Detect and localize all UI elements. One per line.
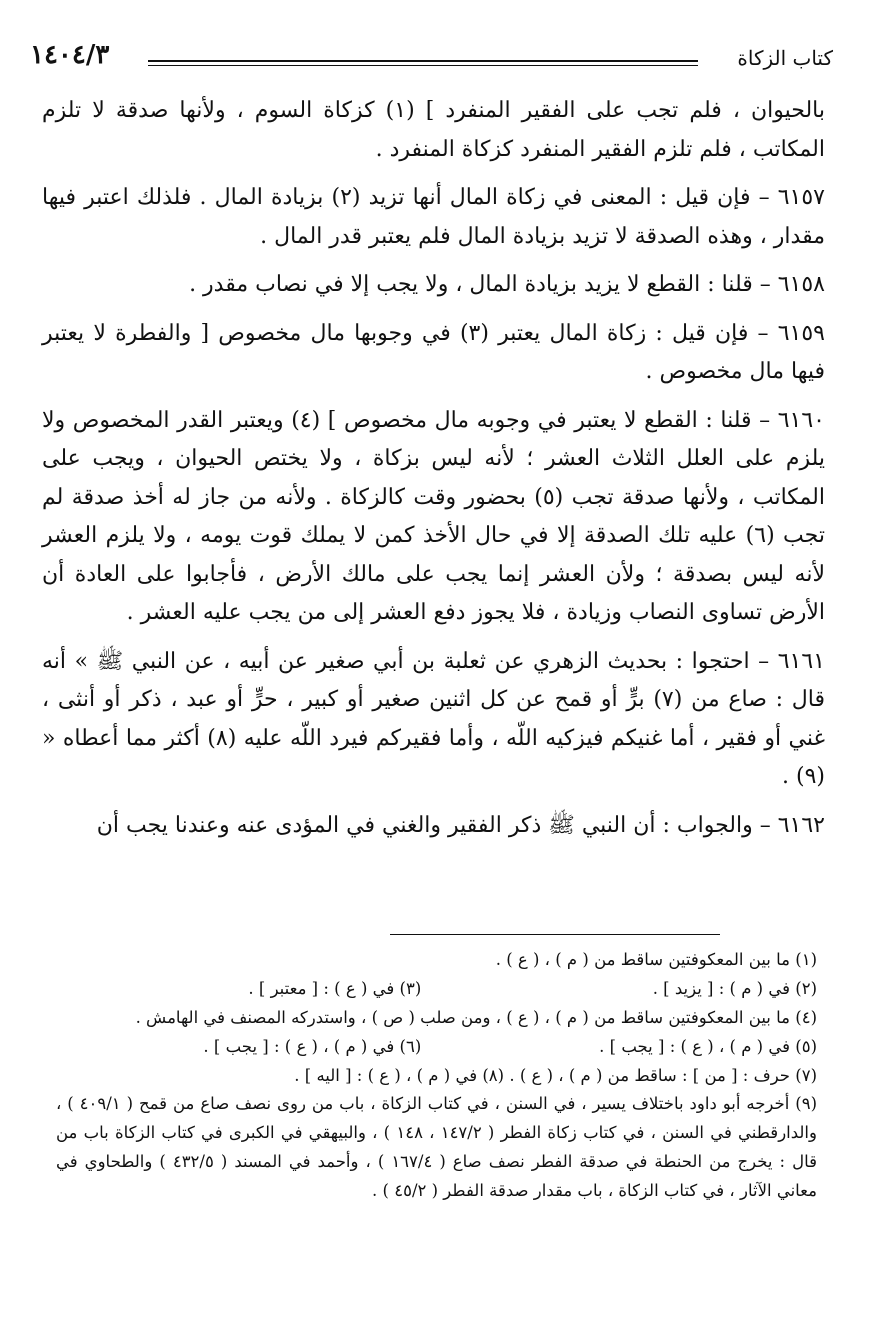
footnotes bbox=[56, 946, 817, 1206]
footnote-row bbox=[56, 975, 817, 1004]
paragraph: بالحيوان ، فلم تجب على الفقير المنفرد ] (١) كزكاة السوم ، ولأنها صدقة لا تلزم المكاتب ، فلم تلزم الفقير المنفرد كزكاة المنفرد . bbox=[42, 98, 825, 162]
footnote-separator bbox=[390, 934, 720, 935]
footnote-5: (٥) في ( م ) ، ( ع ) : [ يجب ] . bbox=[599, 1036, 817, 1056]
running-header bbox=[30, 38, 843, 80]
paragraph: ٦١٦٢ – والجواب : أن النبي ﷺ ذكر الفقير والغني في المؤدى عنه وعندنا يجب أن bbox=[96, 812, 825, 838]
footnote-6: (٦) في ( م ) ، ( ع ) : [ يجب ] . bbox=[203, 1036, 422, 1056]
footnote-4: (٤) ما بين المعكوفتين ساقط من ( م ) ، ( ع ) ، ومن صلب ( ص ) ، واستدركه المصنف في الهامش . bbox=[135, 1007, 817, 1027]
paragraph: ٦١٥٨ – قلنا : القطع لا يزيد بزيادة المال ، ولا يجب إلا في نصاب مقدر . bbox=[189, 272, 825, 297]
book-title: كتاب الزكاة bbox=[737, 46, 833, 70]
footnote-7-8: (٧) حرف : [ من ] : ساقط من ( م ) ، ( ع ) . (٨) في ( م ) ، ( ع ) : [ اليه ] . bbox=[294, 1065, 817, 1085]
page-number: ١٤٠٤/٣ bbox=[30, 40, 110, 70]
paragraph: ٦١٥٧ – فإن قيل : المعنى في زكاة المال أنها تزيد (٢) بزيادة المال . فلذلك اعتبر فيها مقدار ، وهذه الصدقة لا تزيد بزيادة المال فلم يعتبر قدر المال . bbox=[42, 185, 825, 249]
paragraph: ٦١٥٩ – فإن قيل : زكاة المال يعتبر (٣) في وجوبها مال مخصوص [ والفطرة لا يعتبر فيها مال مخصوص . bbox=[42, 320, 825, 384]
paragraph: ٦١٦١ – احتجوا : بحديث الزهري عن ثعلبة بن أبي صغير عن أبيه ، عن النبي ﷺ » أنه قال : صاع من (٧) برٍّ أو قمح عن كل اثنين صغير أو كبير ، حرٍّ أو عبد ، ذكر أو أنثى ، غني أو فقير ، أما غنيكم فيزكيه اللّه ، وأما فقيركم فيرد اللّه عليه (٨) أكثر مما أعطاه « (٩) . bbox=[42, 648, 825, 789]
footnote-9: (٩) أخرجه أبو داود باختلاف يسير ، في السنن ، في كتاب الزكاة ، باب من روى نصف صاع من قمح ( ٤٠٩/١ ) ، والدارقطني في السنن ، في كتاب زكاة الفطر ( ١٤٧/٢ ، ١٤٨ ) ، والبيهقي في الكبرى في كتاب الزكاة باب من قال : يخرج من الحنطة في صدقة الفطر نصف صاع ( ١٦٧/٤ ) ، وأحمد في المسند ( ٤٣٢/٥ ) والطحاوي في معاني الآثار ، في كتاب الزكاة ، باب مقدار صدقة الفطر ( ٤٥/٢ ) . bbox=[56, 1094, 817, 1200]
main-text bbox=[42, 92, 825, 855]
footnote-1: (١) ما بين المعكوفتين ساقط من ( م ) ، ( ع ) . bbox=[495, 950, 817, 969]
footnote-row bbox=[56, 1033, 817, 1062]
header-rule bbox=[148, 60, 698, 66]
footnote-2: (٢) في ( م ) : [ يزيد ] . bbox=[652, 978, 817, 998]
paragraph: ٦١٦٠ – قلنا : القطع لا يعتبر في وجوبه مال مخصوص ] (٤) ويعتبر القدر المخصوص ولا يلزم على العلل الثلاث العشر ؛ لأنه ليس بزكاة ، ولا يختص الحيوان ، ويجب على المكاتب ، ولأنها صدقة تجب (٥) بحضور وقت كالزكاة . ولأنه من جاز له أخذ صدقة لم تجب (٦) عليه تلك الصدقة إلا في حال الأخذ كمن لا يملك قوت يومه ، ولا يلزم العشر لأنه ليس بصدقة ؛ ولأن العشر إنما يجب على مالك الأرض ، فأجابوا على العادة أن الأرض تساوى النصاب وزيادة ، فلا يجوز دفع العشر إلى من يجب عليه العشر . bbox=[42, 407, 825, 625]
footnote-3: (٣) في ( ع ) : [ معتبر ] . bbox=[248, 978, 422, 998]
